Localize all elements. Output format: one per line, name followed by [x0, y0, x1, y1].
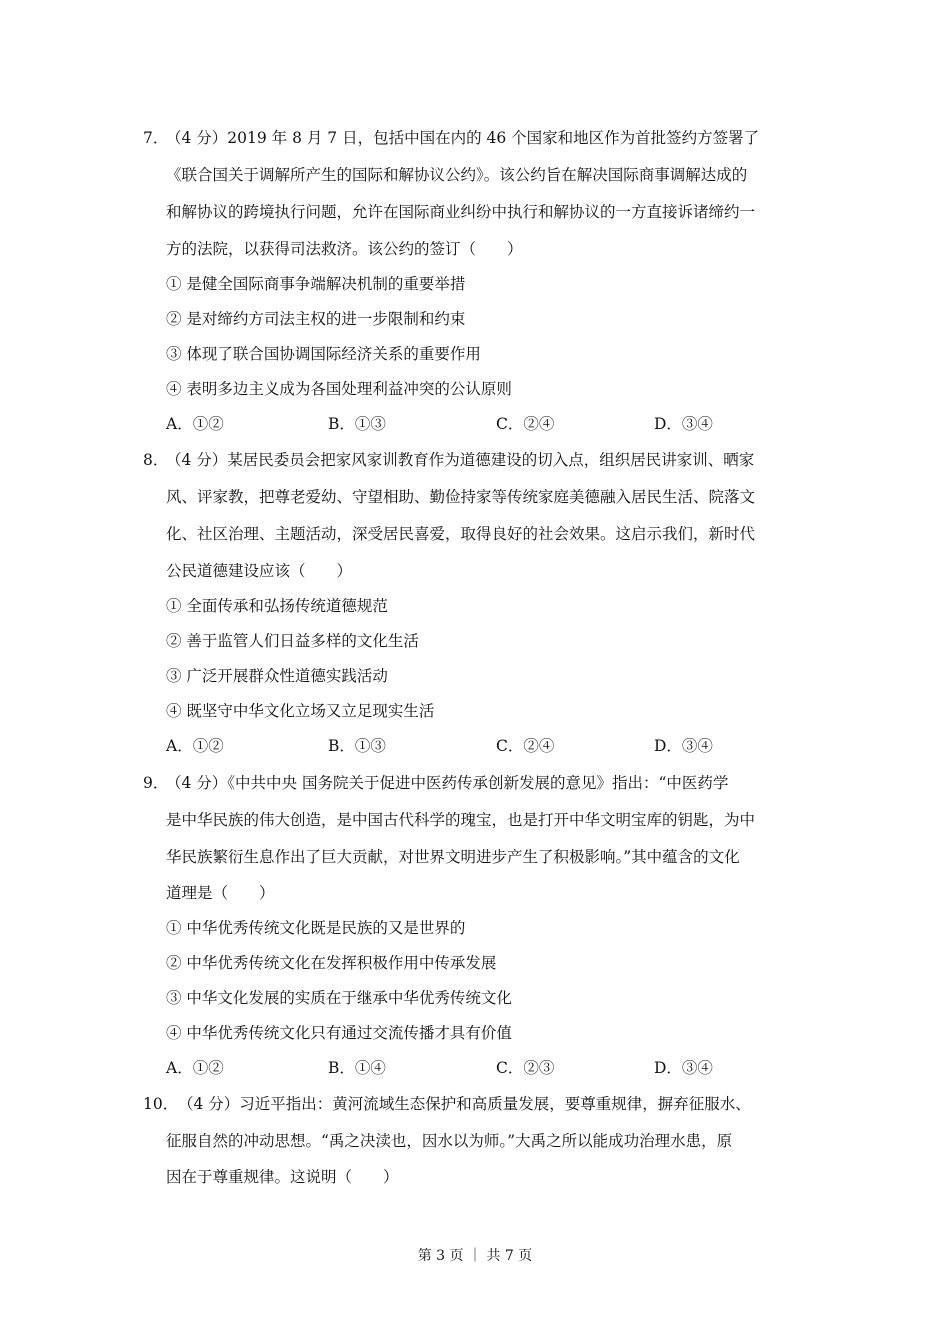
statement: ① 全面传承和弘扬传统道德规范	[166, 597, 388, 615]
option-c: C．②④	[496, 415, 555, 433]
page-number-label: 第 3 页 ｜ 共 7 页	[417, 1248, 533, 1264]
question-stem-line: （4 分）某居民委员会把家风家训教育作为道德建设的切入点，组织居民讲家训、晒家	[166, 451, 755, 469]
question-stem-line: （4 分）《中共中央 国务院关于促进中医药传承创新发展的意见》指出：“中医药学	[166, 774, 729, 792]
statement: ② 善于监管人们日益多样的文化生活	[166, 632, 419, 650]
option-d: D．③④	[654, 415, 713, 433]
question-stem-line: 道理是（ ）	[166, 884, 275, 902]
statement: ① 中华优秀传统文化既是民族的又是世界的	[166, 919, 466, 937]
question-stem-line: （4 分）2019 年 8 月 7 日，包括中国在内的 46 个国家和地区作为首批签约方签署了	[166, 129, 760, 147]
question-stem-line: （4 分）习近平指出：黄河流域生态保护和高质量发展，要尊重规律，摒弃征服水、	[178, 1095, 751, 1113]
statement: ② 中华优秀传统文化在发挥积极作用中传承发展	[166, 954, 497, 972]
option-b: B．①③	[328, 737, 386, 755]
question-stem-line: 和解协议的跨境执行问题，允许在国际商业纠纷中执行和解协议的一方直接诉诸缔约一	[166, 203, 756, 221]
statement: ③ 中华文化发展的实质在于继承中华优秀传统文化	[166, 989, 512, 1007]
statement: ④ 既坚守中华文化立场又立足现实生活	[166, 702, 435, 720]
option-a: A．①②	[166, 415, 224, 433]
statement: ② 是对缔约方司法主权的进一步限制和约束	[166, 310, 466, 328]
statement: ① 是健全国际商事争端解决机制的重要举措	[166, 275, 466, 293]
option-d: D．③④	[654, 737, 713, 755]
question-stem-line: 风、评家教，把尊老爱幼、守望相助、勤俭持家等传统家庭美德融入居民生活、院落文	[166, 488, 756, 506]
question-number: 9．	[143, 774, 169, 792]
statement: ③ 体现了联合国协调国际经济关系的重要作用	[166, 345, 481, 363]
question-number: 7．	[143, 129, 169, 147]
page-footer	[0, 1245, 950, 1265]
option-b: B．①④	[328, 1059, 386, 1077]
option-d: D．③④	[654, 1059, 713, 1077]
question-number: 10．	[143, 1095, 179, 1113]
question-stem-line: 方的法院，以获得司法救济。该公约的签订（ ）	[166, 240, 523, 258]
question-stem-line: 因在于尊重规律。这说明（ ）	[166, 1168, 399, 1186]
question-number: 8．	[143, 451, 169, 469]
option-a: A．①②	[166, 737, 224, 755]
question-stem-line: 《联合国关于调解所产生的国际和解协议公约》。该公约旨在解决国际商事调解达成的	[166, 166, 748, 184]
statement: ③ 广泛开展群众性道德实践活动	[166, 667, 388, 685]
option-a: A．①②	[166, 1059, 224, 1077]
question-stem-line: 是中华民族的伟大创造，是中国古代科学的瑰宝，也是打开中华文明宝库的钥匙，为中	[166, 811, 756, 829]
question-stem-line: 公民道德建设应该（ ）	[166, 562, 353, 580]
option-c: C．②④	[496, 737, 555, 755]
question-stem-line: 华民族繁衍生息作出了巨大贡献，对世界文明进步产生了积极影响。”其中蕴含的文化	[166, 848, 740, 866]
option-b: B．①③	[328, 415, 386, 433]
option-c: C．②③	[496, 1059, 555, 1077]
question-stem-line: 征服自然的冲动思想。“禹之决渎也，因水以为师。”大禹之所以能成功治理水患，原	[166, 1132, 733, 1150]
statement: ④ 表明多边主义成为各国处理利益冲突的公认原则	[166, 380, 512, 398]
question-stem-line: 化、社区治理、主题活动，深受居民喜爱，取得良好的社会效果。这启示我们，新时代	[166, 525, 756, 543]
statement: ④ 中华优秀传统文化只有通过交流传播才具有价值	[166, 1024, 512, 1042]
